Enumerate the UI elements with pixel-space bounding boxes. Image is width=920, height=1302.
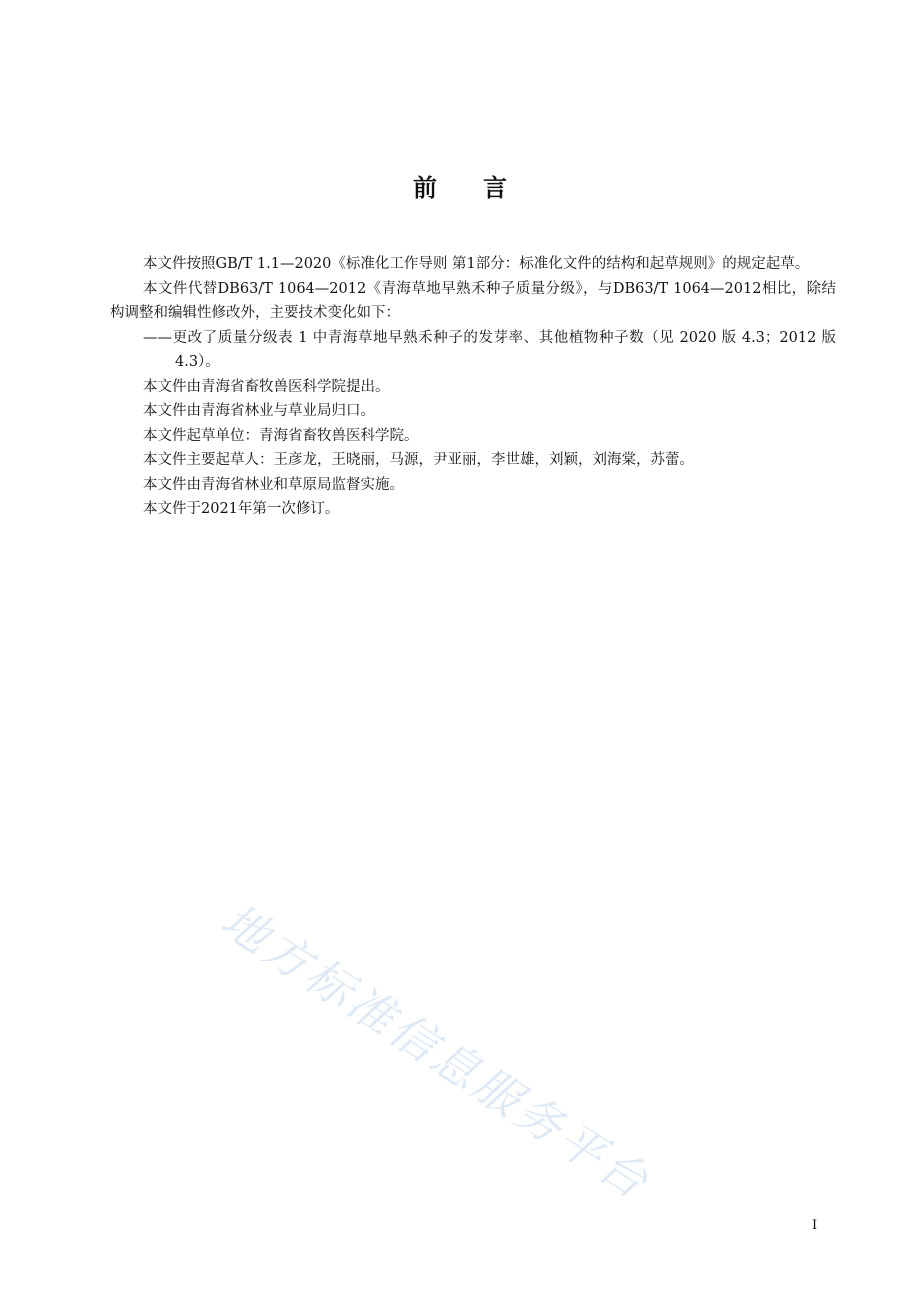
watermark-text: 地方标准信息服务平台	[211, 892, 661, 1211]
foreword-body	[110, 252, 836, 522]
page-number: I	[812, 1218, 818, 1233]
foreword-paragraph: 本文件代替DB63/T 1064—2012《青海草地早熟禾种子质量分级》，与DB63/T 1064—2012相比，除结构调整和编辑性修改外，主要技术变化如下：	[110, 280, 836, 321]
foreword-paragraph: 本文件按照GB/T 1.1—2020《标准化工作导则 第1部分：标准化文件的结构和起草规则》的规定起草。	[143, 256, 810, 272]
foreword-paragraph: 本文件主要起草人：王彦龙，王晓丽，马源，尹亚丽，李世雄，刘颖，刘海棠，苏蕾。	[143, 452, 694, 468]
foreword-paragraph: 本文件由青海省林业和草原局监督实施。	[143, 476, 404, 493]
foreword-paragraph: 本文件由青海省林业与草业局归口。	[143, 403, 375, 419]
foreword-paragraph: 本文件起草单位：青海省畜牧兽医科学院。	[143, 427, 419, 444]
page-title: 前言	[413, 174, 553, 202]
change-list-item: ——更改了质量分级表 1 中青海草地早熟禾种子的发芽率、其他植物种子数（见 2020 版 4.3；2012 版 4.3）。	[143, 329, 836, 370]
foreword-paragraph: 本文件由青海省畜牧兽医科学院提出。	[143, 378, 390, 395]
foreword-paragraph: 本文件于2021年第一次修订。	[143, 501, 340, 517]
